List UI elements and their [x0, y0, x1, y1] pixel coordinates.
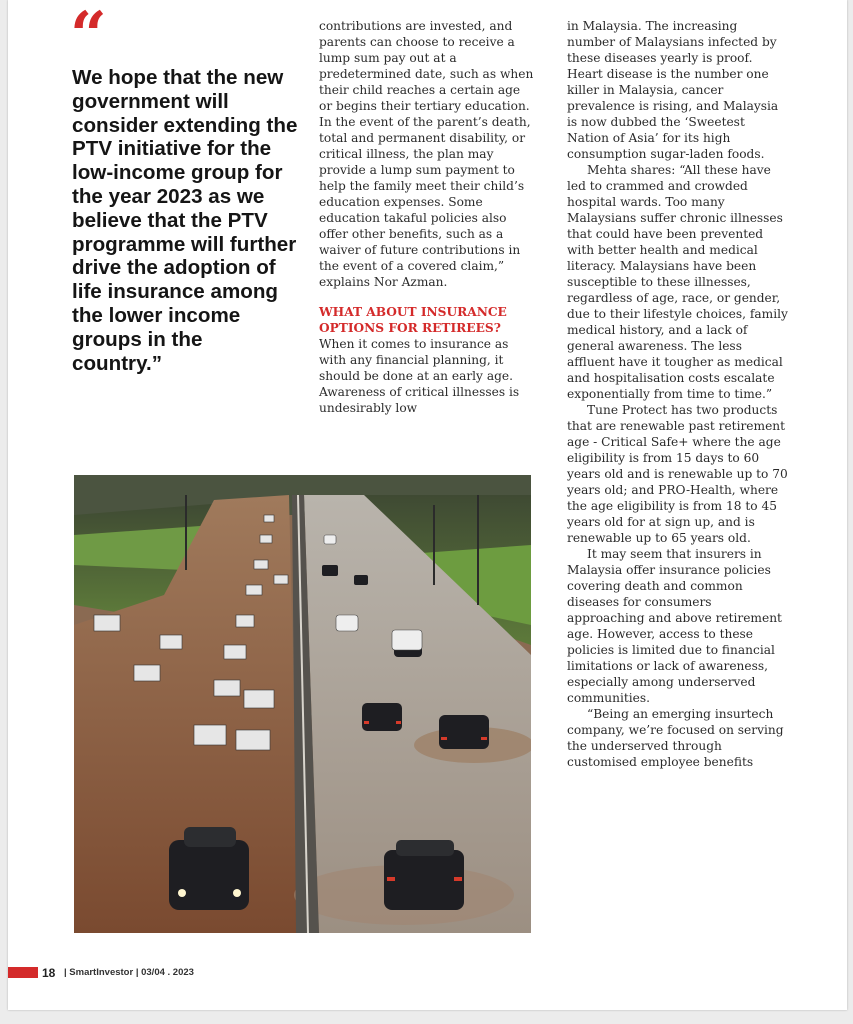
section-subheading: WHAT ABOUT INSURANCE OPTIONS FOR RETIREES?: [319, 305, 507, 335]
magazine-page: [8, 0, 847, 1010]
pull-quote: We hope that the new government will consider extending the PTV initiative for the low-income group for the year 2023 as we believe that the PTV programme will further drive the adoption of life insurance among the lower income groups in the country.”: [72, 66, 298, 375]
page-footer: [8, 964, 308, 984]
paragraph: “Being an emerging insurtech company, we’re focused on serving the underserved through customised employee benefits: [567, 707, 784, 769]
paragraph: It may seem that insurers in Malaysia offer insurance policies covering death and common diseases for consumers approaching and above retirement age. However, access to these policies is limited due to financial limitations or lack of awareness, especially among underserved communities.: [567, 547, 782, 705]
footer-accent-bar: [8, 967, 38, 978]
article-column-2: [319, 18, 537, 416]
paragraph: in Malaysia. The increasing number of Malaysians infected by these diseases yearly is proof. Heart disease is the number one killer in Malaysia, cancer prevalence is rising, and Malaysia is now dubbed the ‘Sweetest Nation of Asia’ for its high consumption sugar-laden foods.: [567, 19, 779, 161]
paragraph: Mehta shares: “All these have led to crammed and crowded hospital wards. Too many Malaysians suffer chronic illnesses that could have been prevented with better health and medical literacy. Malaysians have been susceptible to these illnesses, regardless of age, race, or gender, due to their lifestyle choices, family medical history, and a lack of general awareness. The less affluent have it tougher as medical and hospitalisation costs escalate exponentially from time to time.”: [567, 163, 788, 401]
publication-info: | SmartInvestor | 03/04 . 2023: [64, 967, 194, 978]
article-column-3: [567, 18, 789, 770]
flooded-highway-photo: [74, 475, 531, 933]
paragraph: Tune Protect has two products that are renewable past retirement age - Critical Safe+ where the age eligibility is from 15 days to 60 years old and is renewable up to 70 years old; and PRO-Health, where the age eligibility is from 18 to 45 years old for at sign up, and is renewable up to 65 years old.: [567, 403, 788, 545]
paragraph: contributions are invested, and parents can choose to receive a lump sum pay out at a predetermined date, such as when their child reaches a certain age or begins their tertiary education. In the event of the parent’s death, total and permanent disability, or critical illness, the plan may provide a lump sum payment to help the family meet their child’s education expenses. Some education takaful policies also offer other benefits, such as a waiver of future contributions in the event of a covered claim,” explains Nor Azman.: [319, 19, 534, 289]
page-number: 18: [42, 966, 56, 980]
paragraph: When it comes to insurance as with any financial planning, it should be done at an early age. Awareness of critical illnesses is undesirably low: [319, 337, 520, 415]
quote-mark-icon: “: [70, 0, 103, 73]
